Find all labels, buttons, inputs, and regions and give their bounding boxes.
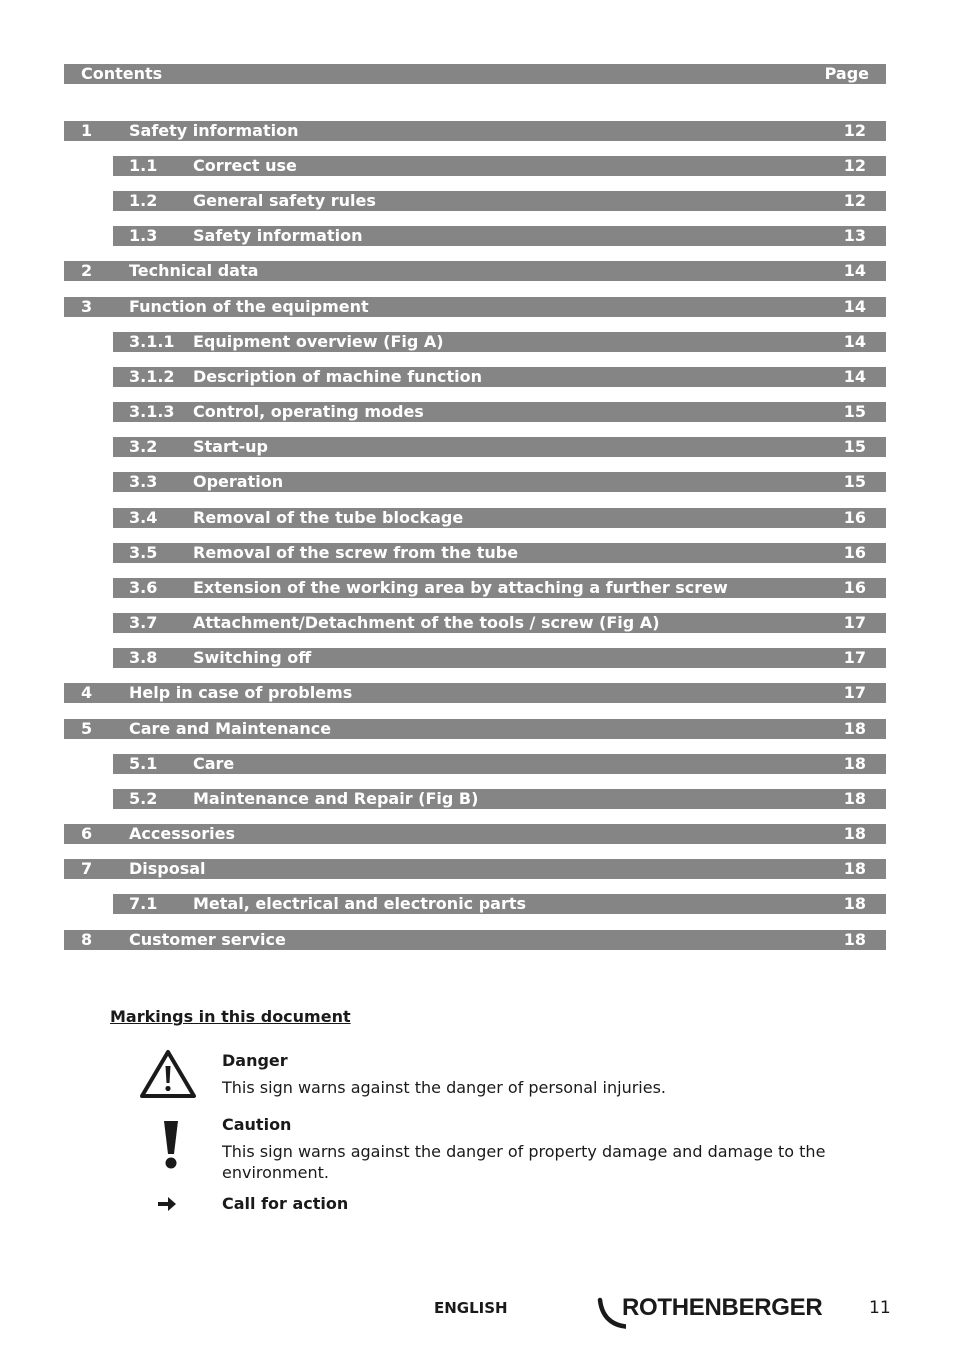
toc-entry[interactable] xyxy=(64,121,886,141)
toc-page: 14 xyxy=(843,367,866,386)
toc-page: 17 xyxy=(843,683,866,702)
toc-entry[interactable] xyxy=(113,472,886,492)
toc-number: 5.1 xyxy=(129,754,158,773)
toc-page: 15 xyxy=(843,437,866,456)
toc-number: 3.1.3 xyxy=(129,402,175,421)
toc-entry[interactable] xyxy=(113,508,886,528)
toc-entry[interactable] xyxy=(113,156,886,176)
toc-page: 16 xyxy=(843,508,866,527)
toc-entry[interactable] xyxy=(113,789,886,809)
toc-title: Accessories xyxy=(129,824,235,843)
caution-text: This sign warns against the danger of property damage and damage to the environment. xyxy=(222,1142,826,1182)
toc-title: Description of machine function xyxy=(193,367,482,386)
contents-title: Contents xyxy=(81,64,163,83)
toc-title: Help in case of problems xyxy=(129,683,353,702)
contents-header xyxy=(64,64,886,84)
toc-page: 18 xyxy=(843,859,866,878)
warning-triangle-icon xyxy=(139,1049,197,1099)
danger-text: This sign warns against the danger of personal injuries. xyxy=(222,1078,666,1097)
toc-title: Equipment overview (Fig A) xyxy=(193,332,444,351)
toc-number: 1.2 xyxy=(129,191,158,210)
logo-text: ROTHENBERGER xyxy=(622,1294,823,1321)
toc-entry[interactable] xyxy=(64,683,886,703)
toc-page: 15 xyxy=(843,472,866,491)
toc-title: Safety information xyxy=(193,226,363,245)
toc-entry[interactable] xyxy=(113,543,886,563)
toc-page: 17 xyxy=(843,613,866,632)
toc-title: Removal of the tube blockage xyxy=(193,508,464,527)
toc-entry[interactable] xyxy=(113,191,886,211)
toc-entry[interactable] xyxy=(113,613,886,633)
toc-number: 1 xyxy=(81,121,93,140)
toc-title: Extension of the working area by attaching a further screw xyxy=(193,578,728,597)
toc-title: Customer service xyxy=(129,930,286,949)
markings-title: Markings in this document xyxy=(110,1007,351,1026)
toc-number: 7.1 xyxy=(129,894,158,913)
toc-page: 12 xyxy=(843,121,866,140)
toc-number: 4 xyxy=(81,683,93,702)
toc-page: 14 xyxy=(843,297,866,316)
toc-title: Technical data xyxy=(129,261,259,280)
toc-number: 1.1 xyxy=(129,156,158,175)
toc-title: Correct use xyxy=(193,156,297,175)
toc-page: 15 xyxy=(843,402,866,421)
toc-title: Metal, electrical and electronic parts xyxy=(193,894,527,913)
toc-title: Maintenance and Repair (Fig B) xyxy=(193,789,479,808)
toc-entry[interactable] xyxy=(113,367,886,387)
toc-entry[interactable] xyxy=(64,297,886,317)
toc-number: 3.2 xyxy=(129,437,158,456)
toc-entry[interactable] xyxy=(64,719,886,739)
arrow-right-icon xyxy=(157,1196,177,1212)
toc-entry[interactable] xyxy=(113,578,886,598)
toc-page: 18 xyxy=(843,930,866,949)
toc-entry[interactable] xyxy=(64,859,886,879)
toc-title: General safety rules xyxy=(193,191,376,210)
toc-number: 3.3 xyxy=(129,472,158,491)
toc-entry[interactable] xyxy=(64,930,886,950)
toc-entry[interactable] xyxy=(113,437,886,457)
toc-page: 18 xyxy=(843,719,866,738)
toc-page: 14 xyxy=(843,332,866,351)
toc-number: 5.2 xyxy=(129,789,158,808)
rothenberger-logo xyxy=(596,1292,836,1334)
action-heading: Call for action xyxy=(222,1194,349,1213)
toc-number: 8 xyxy=(81,930,93,949)
toc-entry[interactable] xyxy=(64,824,886,844)
danger-heading: Danger xyxy=(222,1051,288,1070)
toc-entry[interactable] xyxy=(113,226,886,246)
toc-number: 3.5 xyxy=(129,543,158,562)
toc-number: 2 xyxy=(81,261,93,280)
toc-page: 17 xyxy=(843,648,866,667)
toc-title: Care xyxy=(193,754,235,773)
toc-title: Disposal xyxy=(129,859,206,878)
toc-title: Function of the equipment xyxy=(129,297,369,316)
toc-title: Control, operating modes xyxy=(193,402,424,421)
toc-page: 16 xyxy=(843,543,866,562)
toc-page: 18 xyxy=(843,894,866,913)
toc-page: 12 xyxy=(843,156,866,175)
toc-page: 14 xyxy=(843,261,866,280)
toc-number: 6 xyxy=(81,824,93,843)
toc-page: 16 xyxy=(843,578,866,597)
toc-title: Start-up xyxy=(193,437,268,456)
toc-number: 1.3 xyxy=(129,226,158,245)
toc-entry[interactable] xyxy=(113,894,886,914)
toc-number: 3.8 xyxy=(129,648,158,667)
toc-number: 7 xyxy=(81,859,93,878)
toc-page: 18 xyxy=(843,789,866,808)
toc-entry[interactable] xyxy=(113,648,886,668)
toc-number: 3.7 xyxy=(129,613,158,632)
toc-entry[interactable] xyxy=(113,402,886,422)
page-number: 11 xyxy=(869,1298,891,1318)
toc-page: 12 xyxy=(843,191,866,210)
toc-number: 3.1.2 xyxy=(129,367,175,386)
toc-title: Safety information xyxy=(129,121,299,140)
toc-title: Switching off xyxy=(193,648,312,667)
toc-entry[interactable] xyxy=(113,332,886,352)
exclamation-icon xyxy=(160,1119,182,1171)
toc-number: 3.4 xyxy=(129,508,158,527)
toc-entry[interactable] xyxy=(113,754,886,774)
toc-entry[interactable] xyxy=(64,261,886,281)
page-column-label: Page xyxy=(824,64,869,83)
toc-number: 5 xyxy=(81,719,93,738)
caution-heading: Caution xyxy=(222,1115,292,1134)
toc-page: 13 xyxy=(843,226,866,245)
toc-page: 18 xyxy=(843,754,866,773)
toc-title: Removal of the screw from the tube xyxy=(193,543,519,562)
footer-language: ENGLISH xyxy=(434,1299,508,1317)
toc-number: 3.6 xyxy=(129,578,158,597)
toc-number: 3.1.1 xyxy=(129,332,175,351)
toc-title: Care and Maintenance xyxy=(129,719,332,738)
toc-title: Operation xyxy=(193,472,284,491)
toc-page: 18 xyxy=(843,824,866,843)
toc-number: 3 xyxy=(81,297,93,316)
toc-title: Attachment/Detachment of the tools / screw (Fig A) xyxy=(193,613,660,632)
